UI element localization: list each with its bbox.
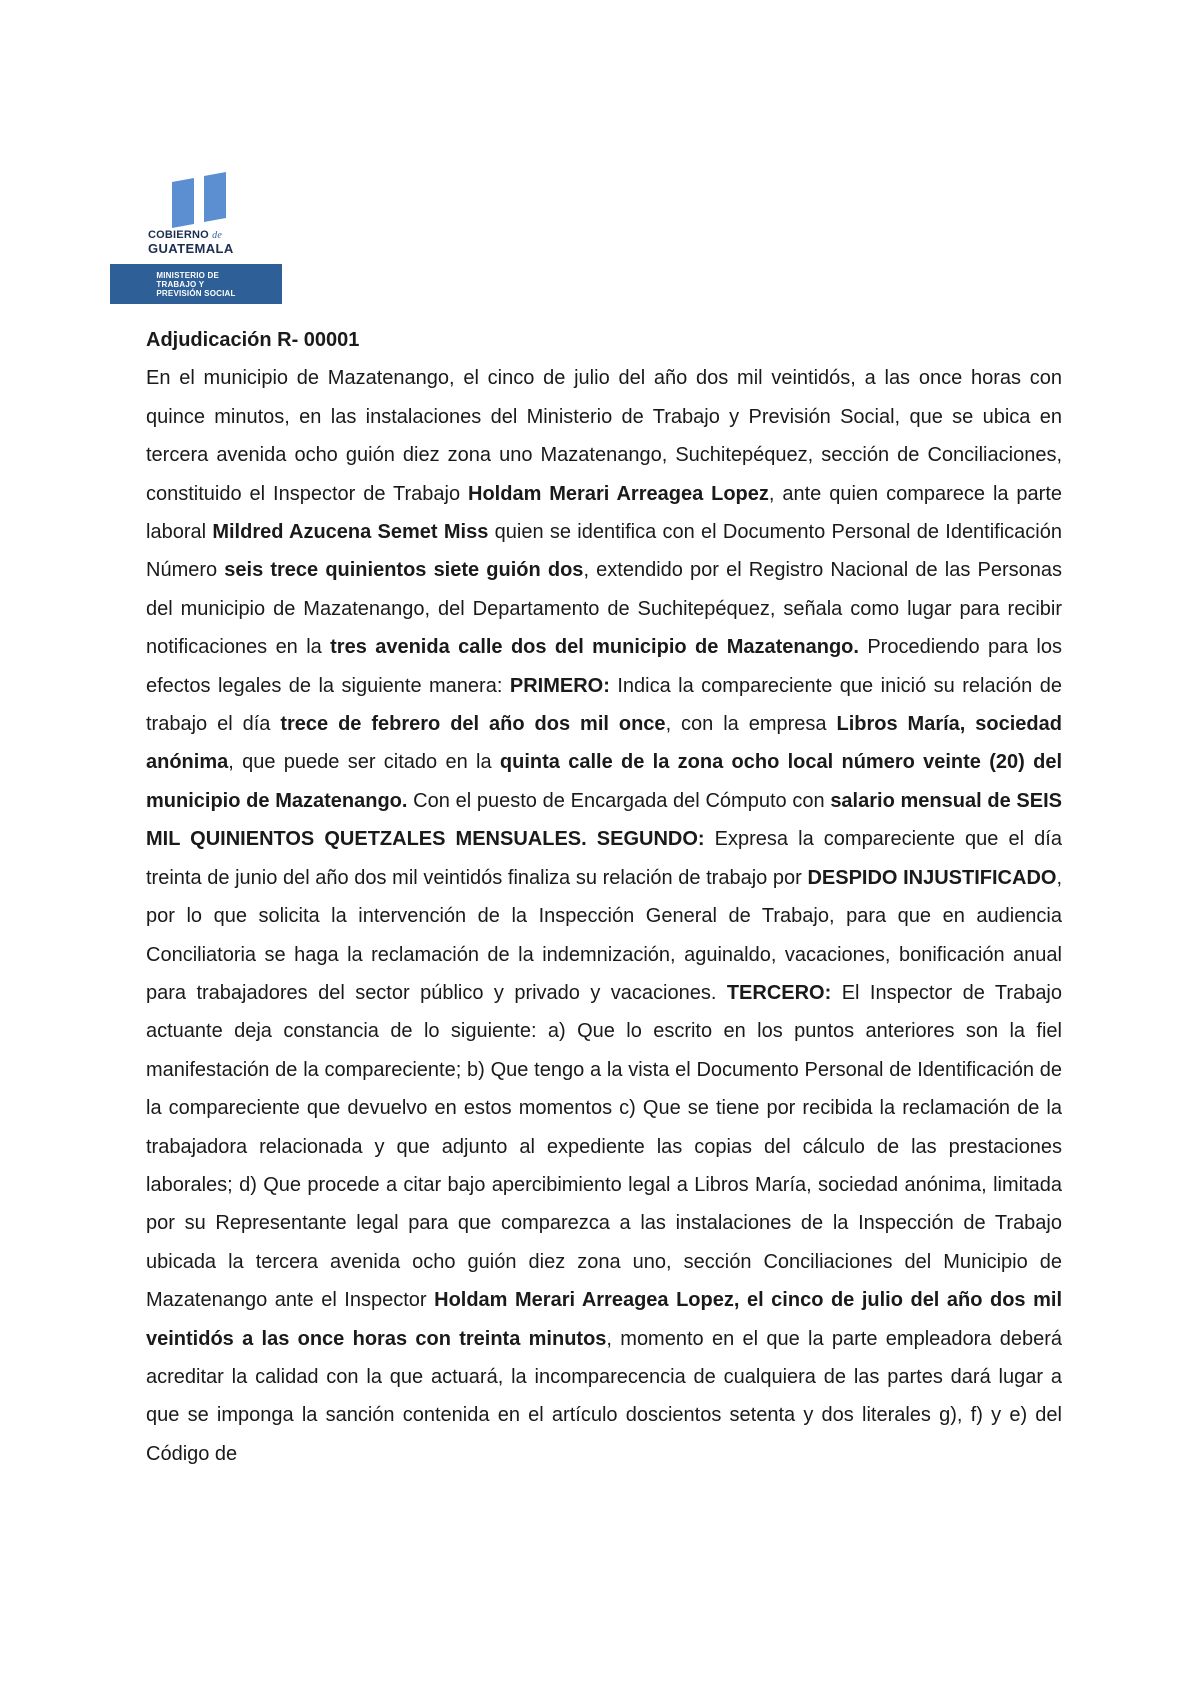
logo-bar-left [172,178,194,228]
ministry-banner [110,264,282,304]
logo-line1: COBIERNO [148,229,209,241]
logo-text-cobierno [148,230,282,241]
text-segment: , con la empresa [665,713,837,736]
text-segment: , por lo que solicita la intervención de la Inspección General de Trabajo, para que en audiencia Conciliatoria se haga la reclamación de la indemnización, aguinaldo, vacaciones, bonificación anual para trabajadores del sector público y privado y vacaciones. [146,866,1063,1004]
text-segment: En el municipio de Mazatenango, el cinco de julio del año dos mil veintidós, a las once horas con quince minutos, en las instalaciones del Ministerio de Trabajo y Previsión Social, que se ubica en tercera avenida ocho guión diez zona uno Mazatenango, Suchitepéquez, sección de Conciliaciones, constituido el Inspector de Trabajo [146,367,1062,505]
document-body [146,321,1062,1473]
bold-text-segment: PRIMERO: [509,674,610,697]
ministry-line: PREVISIÓN SOCIAL [156,288,236,298]
text-segment: Indica la compareciente que inició su relación de trabajo el día [146,674,1062,736]
ministry-line: MINISTERIO DE [156,270,219,280]
logo-bar-right [204,172,226,222]
text-segment: , ante quien comparece la parte laboral [146,482,1063,544]
bold-text-segment: seis trece quinientos siete guión dos [224,559,584,582]
bold-text-segment: tres avenida calle dos del municipio de Mazatenango. [330,636,859,659]
text-segment: Procediendo para los efectos legales de la siguiente manera: [146,636,1062,697]
text-segment: quien se identifica con el Documento Personal de Identificación Número [146,521,1062,582]
bold-text-segment: TERCERO: [726,981,832,1004]
bold-text-segment: trece de febrero del año dos mil once [280,713,666,736]
logo-line1-de: de [212,230,222,241]
ministry-banner-text [156,271,235,298]
text-segment: , momento en el que la parte empleadora deberá acreditar la calidad con la que actuará, la incomparecencia de cualquiera de las partes dará lugar a que se imponga la sanción contenida en el artículo doscientos setenta y dos literales g), f) y e) del Código de [146,1327,1062,1465]
bold-text-segment: quinta calle de la zona ocho local número veinte (20) del municipio de Mazatenango. [146,751,1063,812]
bold-text-segment: Holdam Merari Arreagea Lopez [468,482,769,505]
document-title: Adjudicación R- 00001 [146,329,360,351]
bold-text-segment: DESPIDO INJUSTIFICADO [807,866,1057,889]
government-logo [110,166,282,304]
bold-text-segment: salario mensual de SEIS MIL QUINIENTOS QUETZALES MENSUALES. SEGUNDO: [146,789,1063,851]
bold-text-segment: Libros María, sociedad anónima [146,713,1062,774]
flag-bars-icon [170,166,230,228]
text-segment: , que puede ser citado en la [228,751,500,774]
bold-text-segment: Holdam Merari Arreagea Lopez, el cinco de julio del año dos mil veintidós a las once horas con treinta minutos [146,1289,1062,1350]
text-segment: Expresa la compareciente que el día treinta de junio del año dos mil veintidós finaliza su relación de trabajo por [146,828,1062,889]
text-segment: , extendido por el Registro Nacional de las Personas del municipio de Mazatenango, del Departamento de Suchitepéquez, señala como lugar para recibir notificaciones en la [146,559,1062,659]
text-segment: El Inspector de Trabajo actuante deja constancia de lo siguiente: a) Que lo escrito en los puntos anteriores son la fiel manifestación de la compareciente; b) Que tengo a la vista el Documento Personal de Identificación de la compareciente que devuelvo en estos momentos c) Que se tiene por recibida la reclamación de la trabajadora relacionada y que adjunto al expediente las copias del cálculo de las prestaciones laborales; d) Que procede a citar bajo apercibimiento legal a Libros María, sociedad anónima, limitada por su Representante legal para que comparezca a las instalaciones de la Inspección de Trabajo ubicada la tercera avenida ocho guión diez zona uno, sección Conciliaciones del Municipio de Mazatenango ante el Inspector [146,981,1063,1312]
document-paragraph [146,359,1062,1473]
bold-text-segment: Mildred Azucena Semet Miss [212,521,489,544]
logo-text-guatemala: GUATEMALA [148,241,234,256]
text-segment: Con el puesto de Encargada del Cómputo con [407,789,831,812]
ministry-line: TRABAJO Y [156,279,205,289]
